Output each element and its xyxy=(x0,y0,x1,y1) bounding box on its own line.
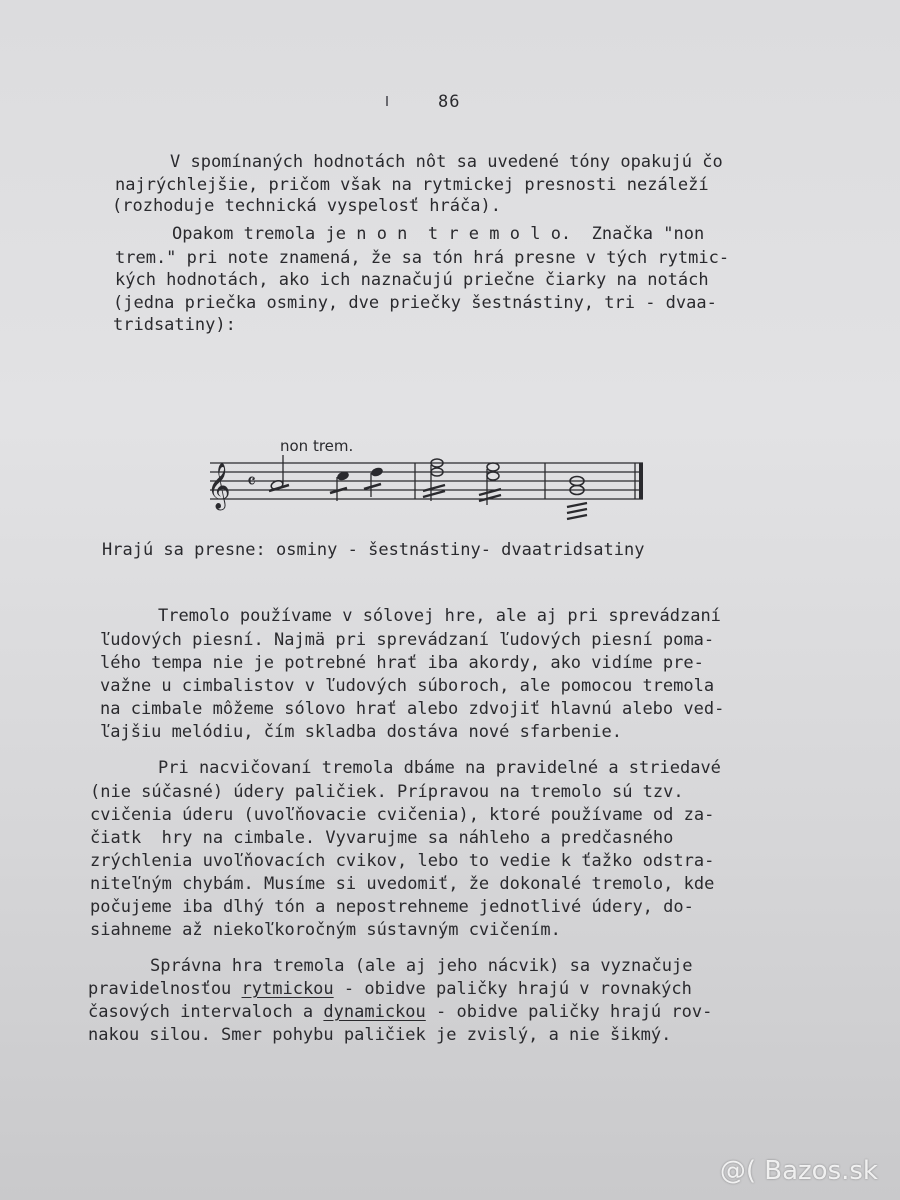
text-line: Opakom tremola je n o n t r e m o l o. Značka "non xyxy=(172,224,705,244)
text-line: (nie súčasné) údery paličiek. Prípravou na tremolo sú tzv. xyxy=(90,782,684,802)
quarter-note xyxy=(370,466,384,478)
text-span: časových intervaloch a xyxy=(88,1002,324,1022)
text-span: - obidve paličky hrajú rov- xyxy=(425,1002,713,1022)
non-trem-marking: non trem. xyxy=(280,437,354,455)
underlined-term-dynamickou: dynamickou xyxy=(323,1002,426,1022)
text-line: siahneme až niekoľkoročným sústavným cvičením. xyxy=(90,920,561,940)
text-span: - obidve paličky hrajú v rovnakých xyxy=(333,979,692,999)
text-line: na cimbale môžeme sólovo hrať alebo zdvojiť hlavnú alebo ved- xyxy=(100,699,725,719)
text-line: cvičenia úderu (uvoľňovacie cvičenia), ktoré používame od za- xyxy=(90,805,715,825)
staff-figure xyxy=(205,435,655,525)
text-line: nakou silou. Smer pohybu paličiek je zvislý, a nie šikmý. xyxy=(88,1025,672,1045)
text-line xyxy=(88,1002,712,1022)
text-span: pravidelnosťou xyxy=(88,979,242,999)
text-line: niteľným chybám. Musíme si uvedomiť, že dokonalé tremolo, kde xyxy=(90,874,715,894)
text-line: V spomínaných hodnotách nôt sa uvedené tóny opakujú čo xyxy=(170,152,723,172)
text-line: Pri nacvičovaní tremola dbáme na pravidelné a striedavé xyxy=(158,758,721,778)
half-note xyxy=(487,463,499,471)
underlined-term-rytmickou: rytmickou xyxy=(241,979,334,999)
text-line: trem." pri note znamená, že sa tón hrá presne v tých rytmic- xyxy=(115,248,730,268)
text-line: počujeme iba dlhý tón a nepostrehneme jednotlivé údery, do- xyxy=(90,897,694,917)
text-line: (jedna priečka osminy, dve priečky šestnástiny, tri - dvaa- xyxy=(113,293,717,313)
text-line: kých hodnotách, ako ich naznačujú priečne čiarky na notách xyxy=(115,270,709,290)
page-number: 86 xyxy=(438,92,461,112)
text-line xyxy=(88,979,692,999)
music-notation xyxy=(205,435,655,529)
text-line: čiatk hry na cimbale. Vyvarujme sa náhleho a predčasného xyxy=(90,828,674,848)
treble-clef-icon: 𝄞 xyxy=(207,463,231,509)
text-line: (rozhoduje technická vyspelosť hráča). xyxy=(112,196,501,216)
text-line: lého tempa nie je potrebné hrať iba akordy, ako vidíme pre- xyxy=(100,653,704,673)
music-caption: Hrajú sa presne: osminy - šestnástiny- dvaatridsatiny xyxy=(102,540,645,560)
text-line: ľudových piesní. Najmä pri sprevádzaní ľudových piesní poma- xyxy=(100,630,715,650)
watermark-logo: @( Bazos.sk xyxy=(719,1156,878,1186)
text-line: važne u cimbalistov v ľudových súboroch, ale pomocou tremola xyxy=(100,676,715,696)
common-time-icon: 𝄴 xyxy=(247,469,256,493)
text-line: Tremolo používame v sólovej hre, ale aj pri sprevádzaní xyxy=(158,606,721,626)
stray-mark xyxy=(386,96,388,106)
text-line: najrýchlejšie, pričom však na rytmickej presnosti nezáleží xyxy=(115,175,709,195)
text-line: Správna hra tremola (ale aj jeho nácvik) sa vyznačuje xyxy=(150,956,693,976)
text-line: ľajšiu melódiu, čím skladba dostáva nové sfarbenie. xyxy=(100,722,622,742)
text-line: tridsatiny): xyxy=(113,315,236,335)
text-line: zrýchlenia uvoľňovacích cvikov, lebo to vedie k ťažko odstra- xyxy=(90,851,715,871)
